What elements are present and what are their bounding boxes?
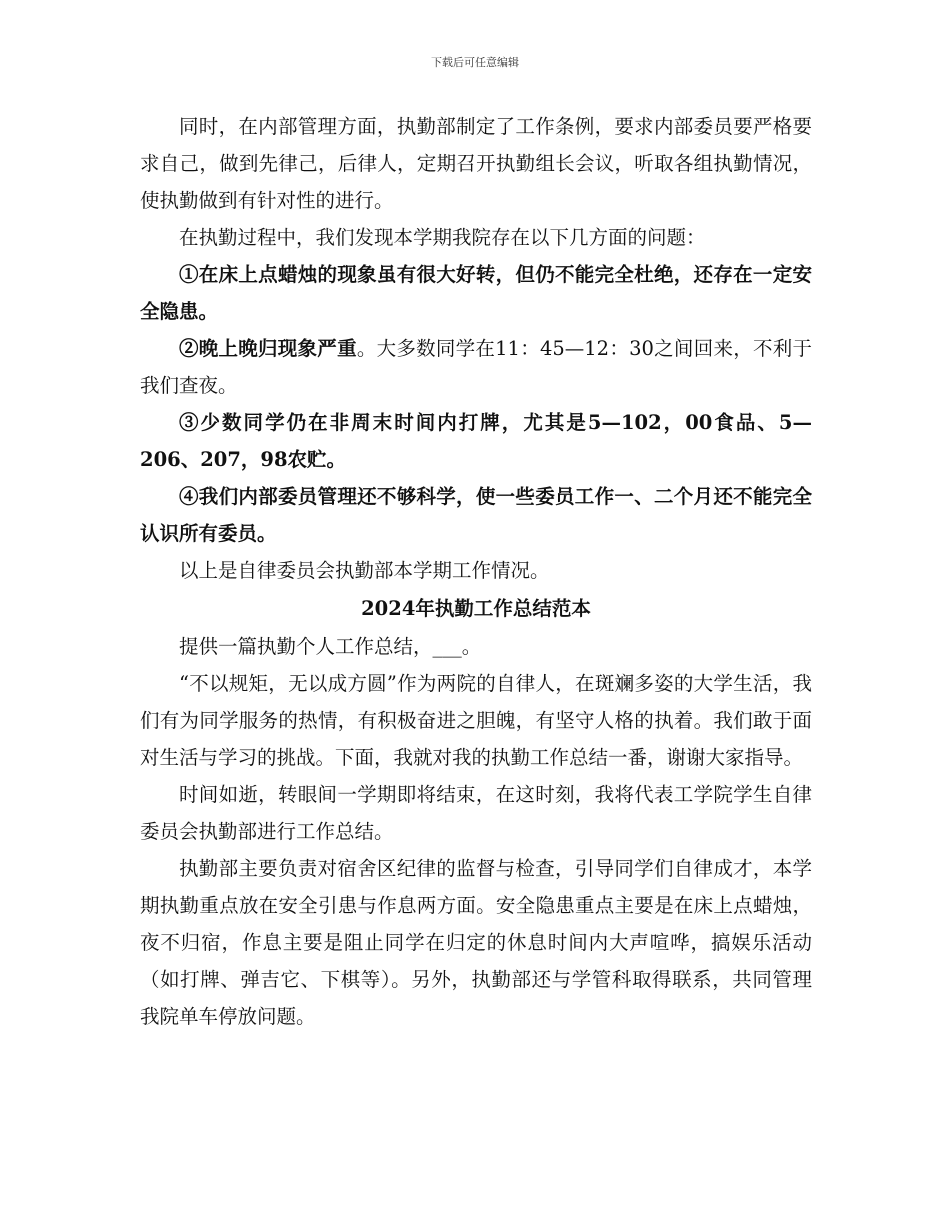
issue-candles: ①在床上点蜡烛的现象虽有很大好转，但仍不能完全杜绝，还存在一定安全隐患。 <box>140 263 812 323</box>
issue-internal-management: ④我们内部委员管理还不够科学，使一些委员工作一、二个月还不能完全认识所有委员。 <box>140 485 812 545</box>
paragraph-self-discipline: “不以规矩，无以成方圆”作为两院的自律人，在斑斓多姿的大学生活，我们有为同学服务的热情，有积极奋进之胆魄，有坚守人格的执着。我们敢于面对生活与学习的挑战。下面，我就对我的执勤工作总结一番，谢谢大家指导。 <box>140 672 812 769</box>
paragraph-summary-end: 以上是自律委员会执勤部本学期工作情况。 <box>179 559 550 582</box>
page-header: 下载后可任意编辑 <box>431 56 519 69</box>
paragraph-internal-management: 同时，在内部管理方面，执勤部制定了工作条例，要求内部委员要严格要求自己，做到先律己，后律人，定期召开执勤组长会议，听取各组执勤情况，使执勤做到有针对性的进行。 <box>140 115 812 212</box>
document-body <box>140 108 812 1035</box>
paragraph-intro: 提供一篇执勤个人工作总结，___。 <box>179 635 482 658</box>
issue-late-return-detail: 。大多数同学在11：45—12：30之间回来，不利于我们查夜。 <box>140 337 812 397</box>
paragraph-time-flies: 时间如逝，转眼间一学期即将结束，在这时刻，我将代表工学院学生自律委员会执勤部进行工作总结。 <box>140 783 812 843</box>
issue-late-return-lead: ②晚上晚归现象严重 <box>179 337 357 360</box>
section-title: 2024年执勤工作总结范本 <box>361 597 591 620</box>
issue-late-return <box>140 330 812 404</box>
issue-card-playing: ③少数同学仍在非周末时间内打牌，尤其是5—102，00食品、5—206、207，98农贮。 <box>140 411 812 471</box>
paragraph-problems-intro: 在执勤过程中，我们发现本学期我院存在以下几方面的问题： <box>179 226 706 249</box>
paragraph-duties: 执勤部主要负责对宿舍区纪律的监督与检查，引导同学们自律成才，本学期执勤重点放在安全引患与作息两方面。安全隐患重点主要是在床上点蜡烛，夜不归宿，作息主要是阻止同学在归定的休息时间内大声喧哗，搞娱乐活动（如打牌、弹吉它、下棋等）。另外，执勤部还与学管科取得联系，共同管理我院单车停放问题。 <box>140 857 812 1028</box>
